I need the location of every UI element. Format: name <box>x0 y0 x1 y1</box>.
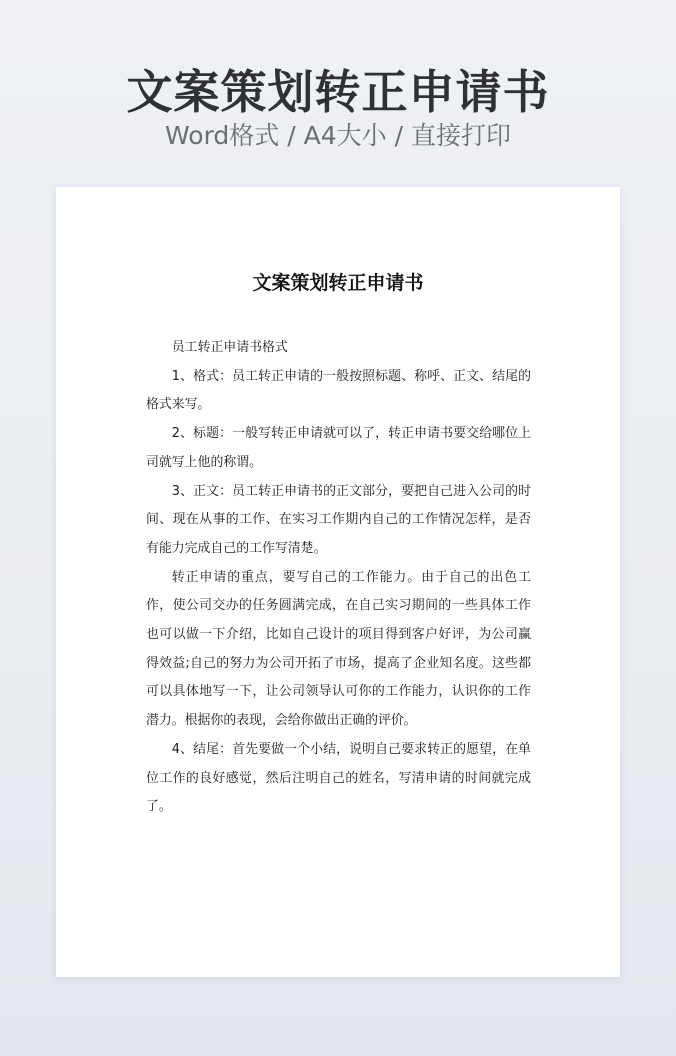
paragraph-title: 2、标题：一般写转正申请就可以了，转正申请书要交给哪位上司就写上他的称谓。 <box>146 426 531 470</box>
paragraph-key-point: 转正申请的重点，要写自己的工作能力。由于自己的出色工作，使公司交办的任务圆满完成，在自己实习期间的一些具体工作也可以做一下介绍，比如自己设计的项目得到客户好评，为公司赢得效益;自己的努力为公司开拓了市场，提高了企业知名度。这些都可以具体地写一下，让公司领导认可你的工作能力，认识你的工作潜力。根据你的表现，会给你做出正确的评价。 <box>146 569 531 729</box>
paragraph-format-heading: 员工转正申请书格式 <box>171 340 288 355</box>
document-title: 文案策划转正申请书 <box>252 272 424 294</box>
document-page <box>56 187 620 977</box>
header-banner <box>0 0 676 180</box>
paragraph-format: 1、格式：员工转正申请的一般按照标题、称呼、正文、结尾的格式来写。 <box>146 368 531 413</box>
document-body <box>146 334 531 822</box>
paragraph-ending: 4、结尾：首先要做一个小结，说明自己要求转正的愿望，在单位工作的良好感觉，然后注明自己的姓名，写清申请的时间就完成了。 <box>146 741 531 815</box>
page-title: 文案策划转正申请书 <box>126 65 550 119</box>
page-subtitle: Word格式 / A4大小 / 直接打印 <box>165 121 511 150</box>
paragraph-body: 3、正文：员工转正申请书的正文部分，要把自己进入公司的时间、现在从事的工作、在实习工作期内自己的工作情况怎样，是否有能力完成自己的工作写清楚。 <box>146 483 531 556</box>
